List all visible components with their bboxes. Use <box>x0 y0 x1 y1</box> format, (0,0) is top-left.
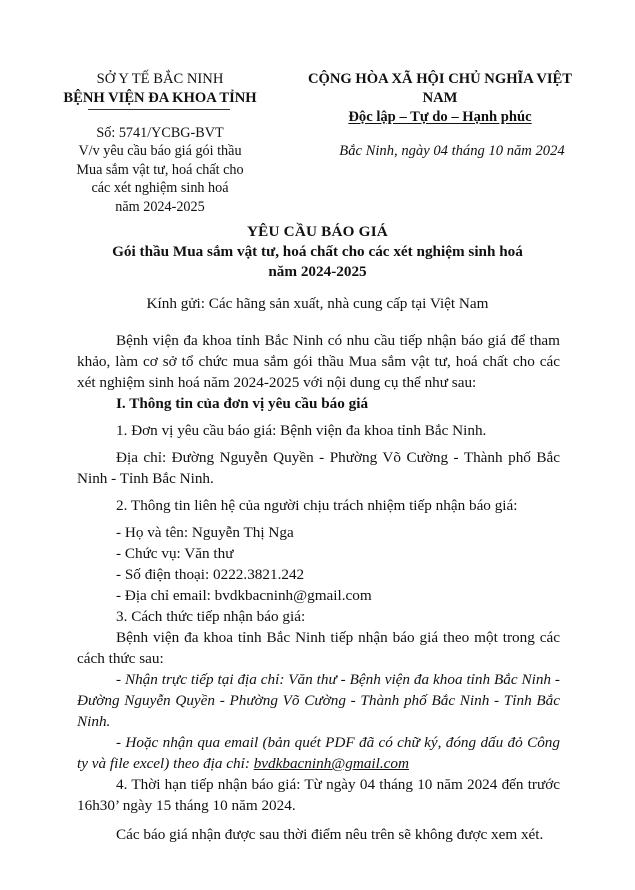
section-heading: I. Thông tin của đơn vị yêu cầu báo giá <box>116 395 369 412</box>
document-number: Số: 5741/YCBG-BVT <box>96 125 224 141</box>
receipt-method-intro: Bệnh viện đa khoa tỉnh Bắc Ninh tiếp nhận báo giá theo một trong các cách thức sau: <box>77 629 560 667</box>
document-subject <box>60 142 260 216</box>
contact-name: - Họ và tên: Nguyễn Thị Nga <box>116 524 294 541</box>
contact-phone: - Số điện thoại: 0222.3821.242 <box>116 566 305 583</box>
subject-line: Mua sắm vật tư, hoá chất cho <box>76 161 244 178</box>
title-main: YÊU CẦU BÁO GIÁ <box>247 223 388 240</box>
contact-list <box>77 522 560 606</box>
requesting-unit: 1. Đơn vị yêu cầu báo giá: Bệnh viện đa khoa tỉnh Bắc Ninh. <box>116 422 487 439</box>
title-year: năm 2024-2025 <box>268 263 367 280</box>
closing-note: Các báo giá nhận được sau thời điểm nêu trên sẽ không được xem xét. <box>116 826 544 843</box>
subject-line: năm 2024-2025 <box>115 198 205 215</box>
unit-address: Địa chỉ: Đường Nguyễn Quyền - Phường Võ Cường - Thành phố Bắc Ninh - Tỉnh Bắc Ninh. <box>77 449 560 487</box>
recipient-greeting: Kính gửi: Các hãng sản xuất, nhà cung cấp tại Việt Nam <box>146 295 489 312</box>
contact-heading: 2. Thông tin liên hệ của người chịu trách nhiệm tiếp nhận báo giá: <box>116 497 518 514</box>
method-direct: - Nhận trực tiếp tại địa chỉ: Văn thư - Bệnh viện đa khoa tỉnh Bắc Ninh - Đường Nguyễn Quyền - Phường Võ Cường - Thành phố Bắc Ninh - Tỉnh Bắc Ninh. <box>77 671 560 730</box>
method-email-text: - Hoặc nhận qua email (bản quét PDF đã có chữ ký, đóng dấu đỏ Công ty và file excel) theo địa chỉ: <box>77 734 560 772</box>
document-title <box>0 222 635 282</box>
hospital-name: BỆNH VIỆN ĐA KHOA TỈNH <box>63 90 257 106</box>
place-date: Bắc Ninh, ngày 04 tháng 10 năm 2024 <box>339 143 565 159</box>
national-motto: Độc lập – Tự do – Hạnh phúc <box>348 109 532 125</box>
subject-line: các xét nghiệm sinh hoá <box>91 180 229 196</box>
motto-wrapper <box>290 108 590 127</box>
method-email <box>77 732 560 774</box>
receipt-method-heading: 3. Cách thức tiếp nhận báo giá: <box>116 608 306 625</box>
issuing-agency: SỞ Y TẾ BẮC NINH <box>96 71 224 87</box>
header-divider <box>88 109 230 110</box>
contact-position: - Chức vụ: Văn thư <box>116 545 234 562</box>
national-title: CỘNG HÒA XÃ HỘI CHỦ NGHĨA VIỆT NAM <box>307 71 573 106</box>
title-package: Gói thầu Mua sắm vật tư, hoá chất cho các xét nghiệm sinh hoá <box>112 243 523 260</box>
email-link[interactable]: bvdkbacninh@gmail.com <box>253 755 409 772</box>
deadline: 4. Thời hạn tiếp nhận báo giá: Từ ngày 04 tháng 10 năm 2024 đến trước 16h30’ ngày 15 tháng 10 năm 2024. <box>77 776 560 814</box>
intro-paragraph: Bệnh viện đa khoa tỉnh Bắc Ninh có nhu cầu tiếp nhận báo giá để tham khảo, làm cơ sở tổ chức mua sắm gói thầu Mua sắm vật tư, hoá chất cho các xét nghiệm sinh hoá năm 2024-2025 với nội dung cụ thể như sau: <box>77 332 560 391</box>
issuer-block <box>60 70 260 216</box>
national-header <box>290 70 590 161</box>
subject-line: V/v yêu cầu báo giá gói thầu <box>78 143 242 159</box>
contact-email: - Địa chỉ email: bvdkbacninh@gmail.com <box>116 587 372 604</box>
document-body <box>77 330 560 845</box>
